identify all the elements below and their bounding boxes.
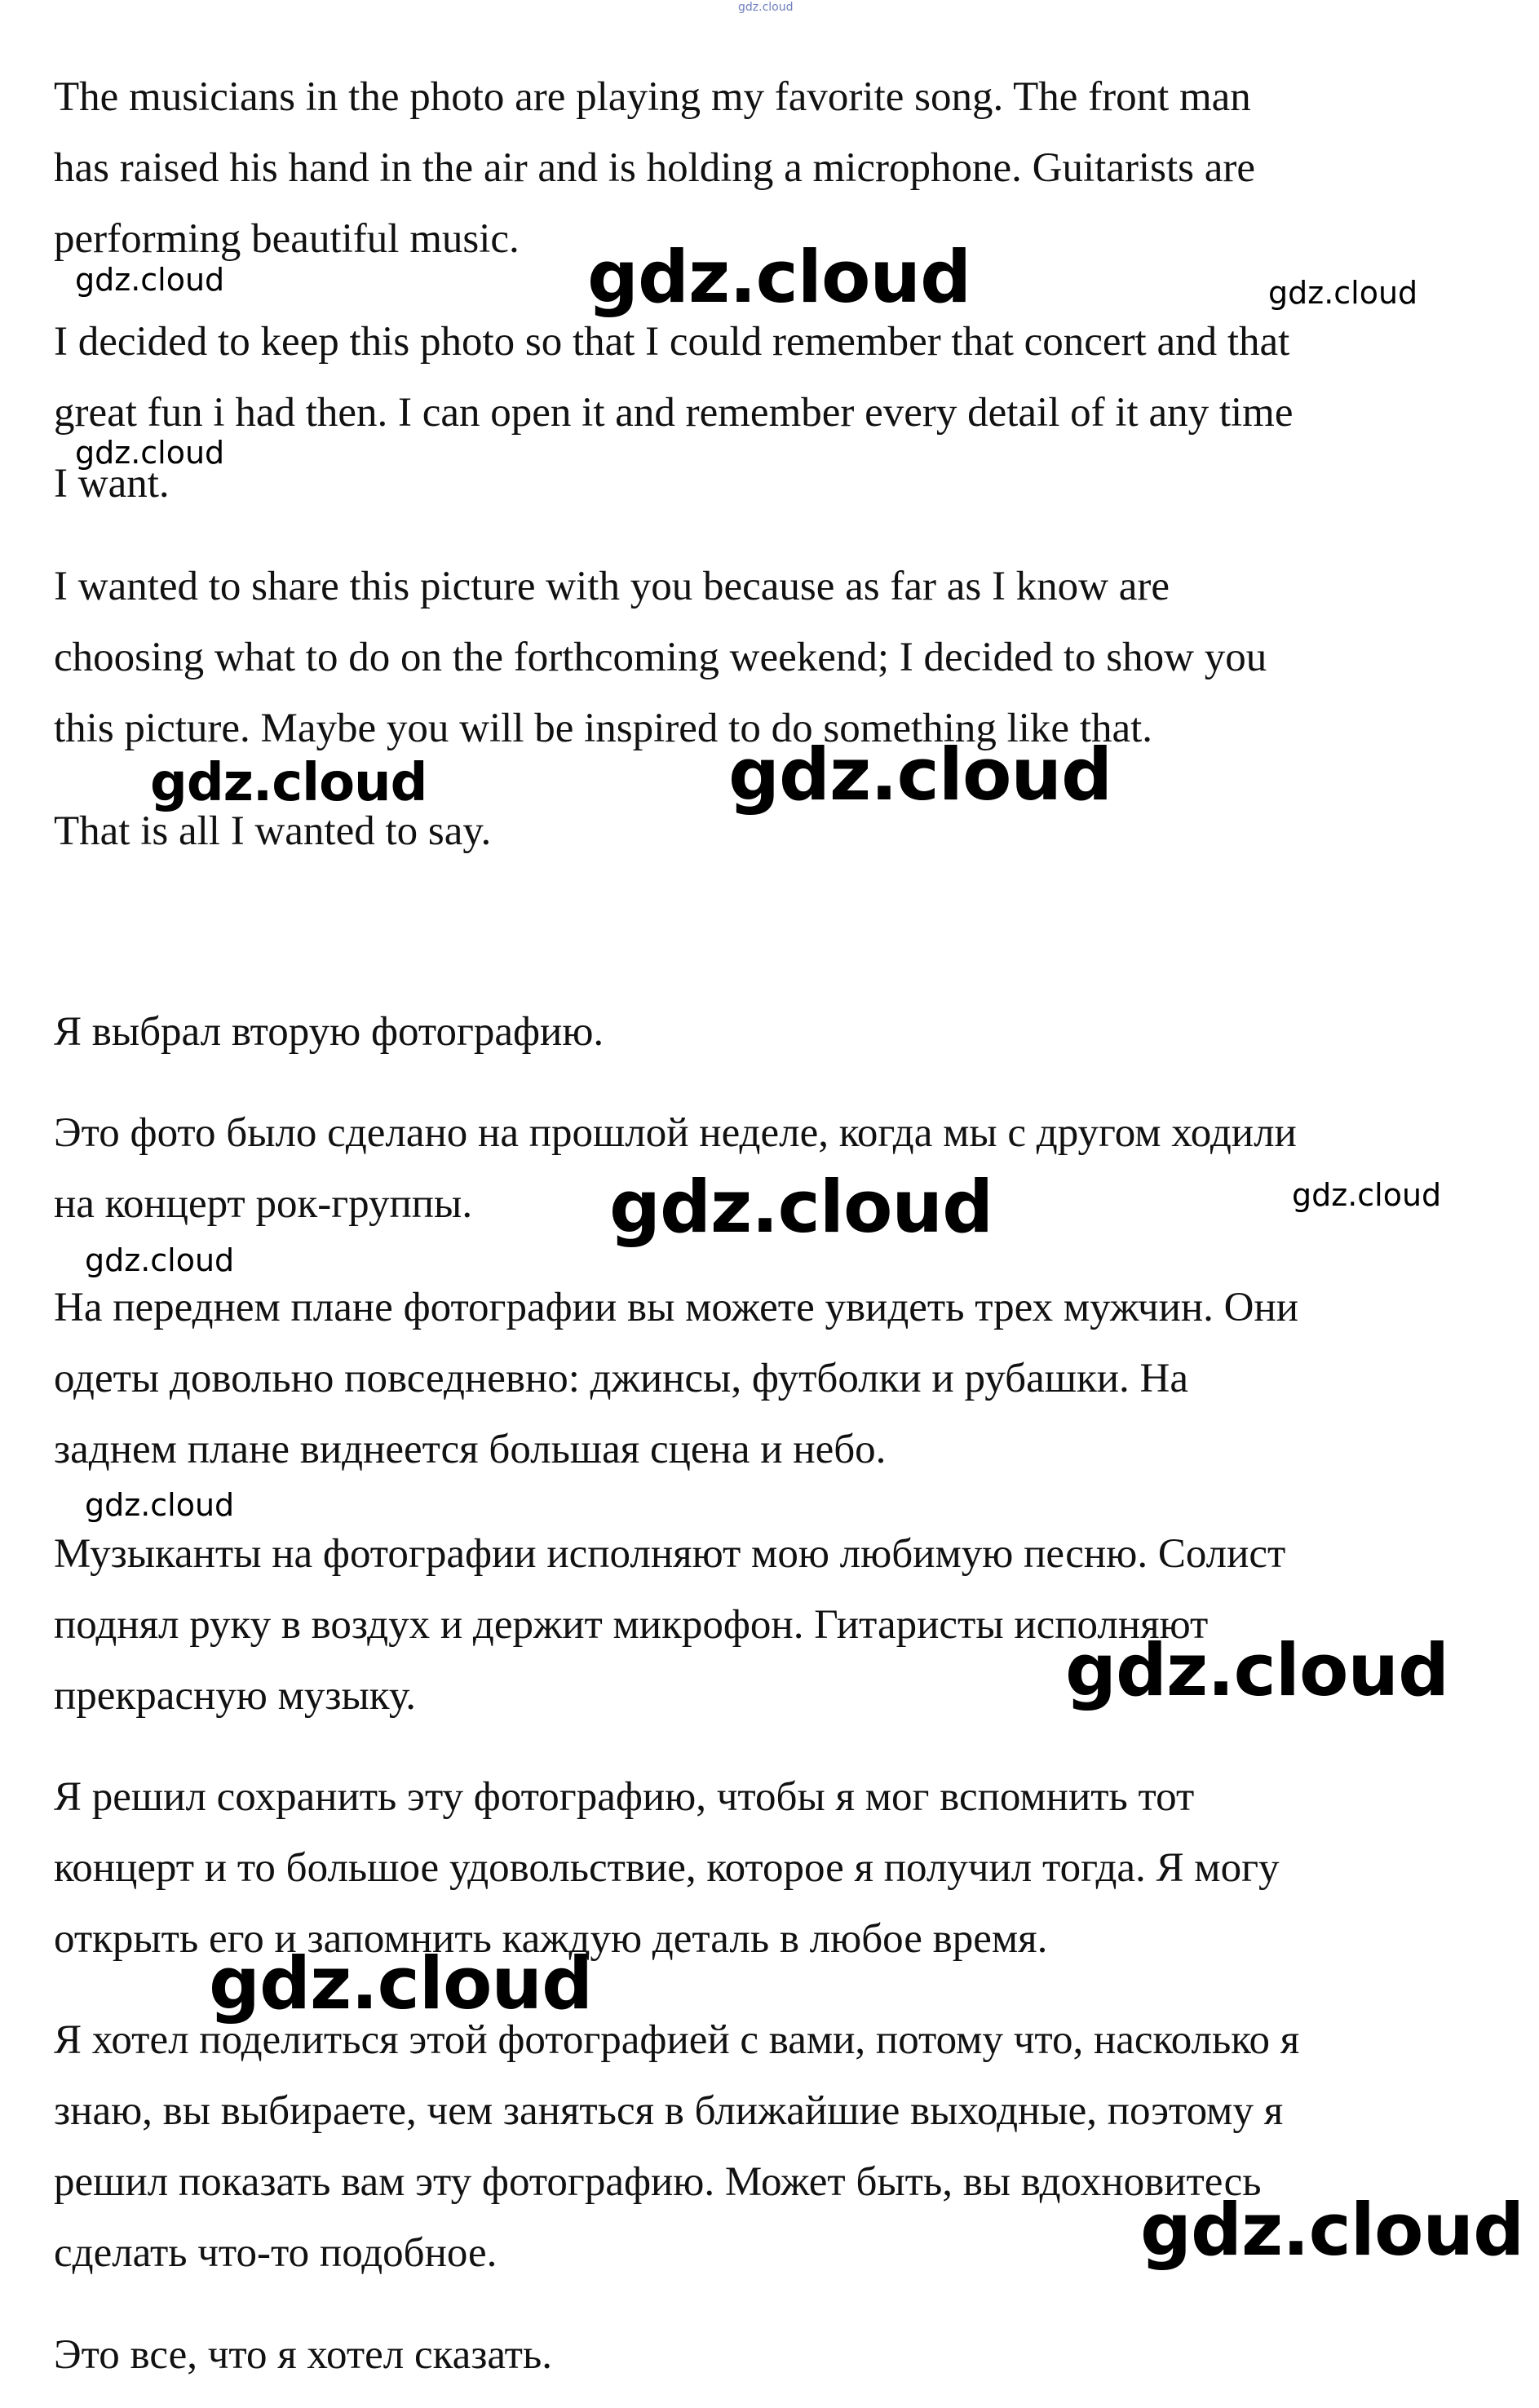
watermark: gdz.cloud: [1065, 1628, 1449, 1712]
text-line: знаю, вы выбираете, чем заняться в ближайшие выходные, поэтому я: [54, 2088, 1284, 2134]
text-line: решил показать вам эту фотографию. Может быть, вы вдохновитесь: [54, 2159, 1262, 2205]
text-line: поднял руку в воздух и держит микрофон. Гитаристы исполняют: [54, 1602, 1209, 1648]
watermark: gdz.cloud: [1140, 2188, 1524, 2272]
watermark: gdz.cloud: [209, 1941, 593, 2025]
watermark: gdz.cloud: [1268, 275, 1418, 311]
text-line: На переднем плане фотографии вы можете увидеть трех мужчин. Они: [54, 1285, 1299, 1330]
text-line: this picture. Maybe you will be inspired to do something like that.: [54, 706, 1153, 751]
watermark: gdz.cloud: [609, 1165, 993, 1249]
paragraph: [54, 2320, 1514, 2391]
paragraph: [54, 1273, 1514, 1485]
text-line: концерт и то большое удовольствие, которое я получил тогда. Я могу: [54, 1845, 1280, 1891]
text-line: The musicians in the photo are playing my favorite song. The front man: [54, 74, 1251, 120]
text-line: Я решил сохранить эту фотографию, чтобы я мог вспомнить тот: [54, 1774, 1195, 1820]
text-line: Это фото было сделано на прошлой неделе, когда мы с другом ходили: [54, 1110, 1297, 1156]
watermark: gdz.cloud: [85, 1242, 235, 1278]
text-line: на концерт рок-группы.: [54, 1181, 473, 1227]
text-line: I want.: [54, 461, 170, 507]
text-line: has raised his hand in the air and is holding a microphone. Guitarists are: [54, 145, 1255, 191]
paragraph: [54, 997, 1514, 1068]
text-line: performing beautiful music.: [54, 216, 520, 262]
text-line: That is all I wanted to say.: [54, 808, 492, 854]
paragraph: [54, 307, 1514, 520]
text-line: одеты довольно повседневно: джинсы, футболки и рубашки. На: [54, 1356, 1189, 1401]
text-line: I decided to keep this photo so that I could remember that concert and that: [54, 319, 1290, 365]
text-line: Это все, что я хотел сказать.: [54, 2332, 552, 2378]
watermark: gdz.cloud: [1292, 1177, 1442, 1213]
watermark: gdz.cloud: [150, 753, 427, 813]
text-line: открыть его и запомнить каждую деталь в любое время.: [54, 1916, 1048, 1962]
watermark: gdz.cloud: [85, 1487, 235, 1523]
watermark: gdz.cloud: [75, 435, 225, 471]
text-line: Я выбрал вторую фотографию.: [54, 1009, 604, 1055]
watermark: gdz.cloud: [738, 1, 794, 14]
text-line: Музыканты на фотографии исполняют мою любимую песню. Солист: [54, 1531, 1286, 1577]
text-line: I wanted to share this picture with you because as far as I know are: [54, 564, 1170, 609]
text-line: Я хотел поделиться этой фотографией с вами, потому что, насколько я: [54, 2017, 1300, 2063]
text-line: сделать что-то подобное.: [54, 2230, 498, 2276]
watermark: gdz.cloud: [587, 235, 971, 319]
text-line: great fun i had then. I can open it and remember every detail of it any time: [54, 390, 1294, 436]
watermark: gdz.cloud: [728, 733, 1112, 817]
text-line: прекрасную музыку.: [54, 1673, 417, 1719]
text-line: choosing what to do on the forthcoming weekend; I decided to show you: [54, 635, 1267, 680]
text-line: заднем плане виднеется большая сцена и небо.: [54, 1427, 887, 1472]
watermark: gdz.cloud: [75, 262, 225, 298]
